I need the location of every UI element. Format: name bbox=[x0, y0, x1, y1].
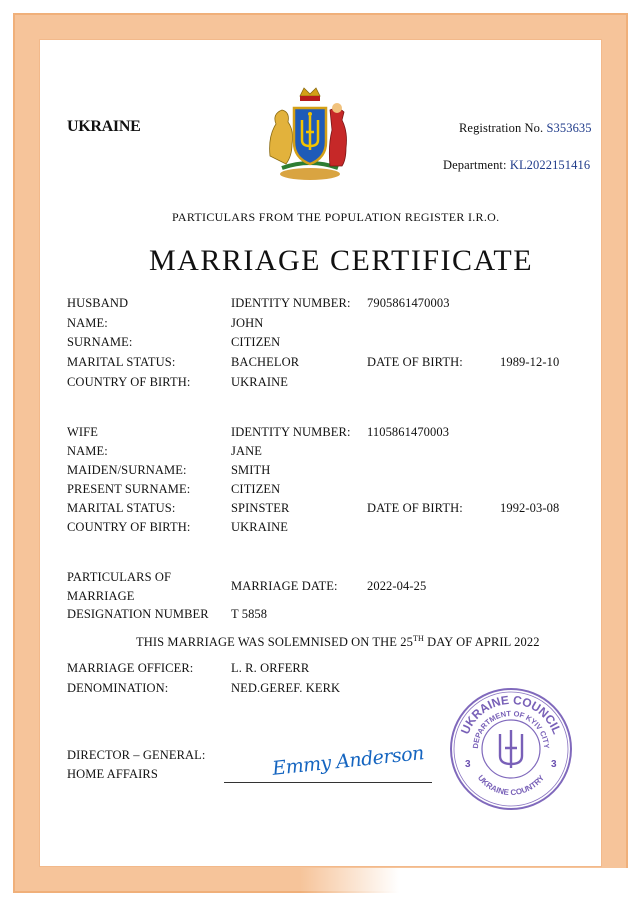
officer-value: L. R. ORFERR bbox=[231, 661, 310, 675]
coat-of-arms-icon bbox=[262, 86, 358, 182]
ordinal-suffix: TH bbox=[412, 634, 424, 643]
wife-marital-label: MARITAL STATUS: bbox=[67, 501, 176, 515]
wife-cob-value: UKRAINE bbox=[231, 520, 288, 534]
official-seal-stamp bbox=[448, 686, 574, 812]
seal-inner-text: DEPARTMENT OF KYIV CITY bbox=[470, 708, 552, 749]
husband-marital-value: BACHELOR bbox=[231, 355, 300, 369]
denomination-label: DENOMINATION: bbox=[67, 681, 169, 695]
department-label: Department: bbox=[443, 158, 507, 172]
wife-name-label: NAME: bbox=[67, 444, 108, 458]
denomination-value: NED.GEREF. KERK bbox=[231, 681, 341, 695]
department-number bbox=[443, 158, 590, 173]
seal-bottom-text: UKRAINE COUNTRY bbox=[475, 773, 547, 798]
registration-number bbox=[459, 121, 592, 136]
marriage-date-value: 2022-04-25 bbox=[367, 579, 427, 593]
designation-label: DESIGNATION NUMBER bbox=[67, 607, 209, 621]
husband-surname-value: CITIZEN bbox=[231, 335, 281, 349]
wife-name-value: JANE bbox=[231, 444, 262, 458]
solemnised-text: THIS MARRIAGE WAS SOLEMNISED ON THE 25 bbox=[136, 635, 413, 650]
country-name: UKRAINE bbox=[67, 118, 141, 135]
document-title: MARRIAGE CERTIFICATE bbox=[149, 244, 534, 277]
solemnised-text-end: DAY OF APRIL 2022 bbox=[423, 635, 540, 650]
director-label-line2: HOME AFFAIRS bbox=[67, 767, 158, 781]
wife-present-surname-value: CITIZEN bbox=[231, 482, 281, 496]
signature-line bbox=[224, 782, 432, 783]
husband-id-value: 7905861470003 bbox=[367, 296, 450, 310]
director-signature: Emmy Anderson bbox=[271, 742, 425, 780]
wife-section-label: WIFE bbox=[67, 425, 98, 439]
wife-dob-label: DATE OF BIRTH: bbox=[367, 501, 463, 515]
designation-value: T 5858 bbox=[231, 607, 268, 621]
husband-section-label: HUSBAND bbox=[67, 296, 129, 310]
seal-top-text: UKRAINE COUNCIL bbox=[457, 692, 565, 737]
wife-present-surname-label: PRESENT SURNAME: bbox=[67, 482, 191, 496]
wife-dob-value: 1992-03-08 bbox=[500, 501, 560, 515]
registration-value: S353635 bbox=[546, 121, 592, 135]
wife-cob-label: COUNTRY OF BIRTH: bbox=[67, 520, 191, 534]
svg-text:UKRAINE COUNTRY bbox=[476, 773, 547, 797]
director-label-line1: DIRECTOR – GENERAL: bbox=[67, 748, 206, 762]
husband-id-label: IDENTITY NUMBER: bbox=[231, 296, 351, 310]
particulars-label-line1: PARTICULARS OF bbox=[67, 570, 172, 584]
wife-id-label: IDENTITY NUMBER: bbox=[231, 425, 351, 439]
scan-fade bbox=[300, 868, 630, 898]
wife-maiden-label: MAIDEN/SURNAME: bbox=[67, 463, 187, 477]
husband-dob-label: DATE OF BIRTH: bbox=[367, 355, 463, 369]
husband-dob-value: 1989-12-10 bbox=[500, 355, 560, 369]
department-value: KL2022151416 bbox=[509, 158, 591, 172]
registration-label: Registration No. bbox=[459, 121, 544, 135]
wife-maiden-value: SMITH bbox=[231, 463, 271, 477]
wife-marital-value: SPINSTER bbox=[231, 501, 290, 515]
marriage-date-label: MARRIAGE DATE: bbox=[231, 579, 338, 593]
husband-name-value: JOHN bbox=[231, 316, 264, 330]
husband-name-label: NAME: bbox=[67, 316, 108, 330]
seal-right-number: 3 bbox=[551, 759, 557, 770]
husband-marital-label: MARITAL STATUS: bbox=[67, 355, 176, 369]
husband-cob-value: UKRAINE bbox=[231, 375, 288, 389]
husband-cob-label: COUNTRY OF BIRTH: bbox=[67, 375, 191, 389]
seal-left-number: 3 bbox=[465, 759, 471, 770]
officer-label: MARRIAGE OFFICER: bbox=[67, 661, 194, 675]
particulars-label-line2: MARRIAGE bbox=[67, 589, 135, 603]
wife-id-value: 1105861470003 bbox=[367, 425, 450, 439]
trident-icon bbox=[500, 730, 522, 768]
husband-surname-label: SURNAME: bbox=[67, 335, 133, 349]
document-subtitle: PARTICULARS FROM THE POPULATION REGISTER I.R.O. bbox=[172, 210, 500, 224]
solemnised-statement bbox=[136, 634, 540, 650]
